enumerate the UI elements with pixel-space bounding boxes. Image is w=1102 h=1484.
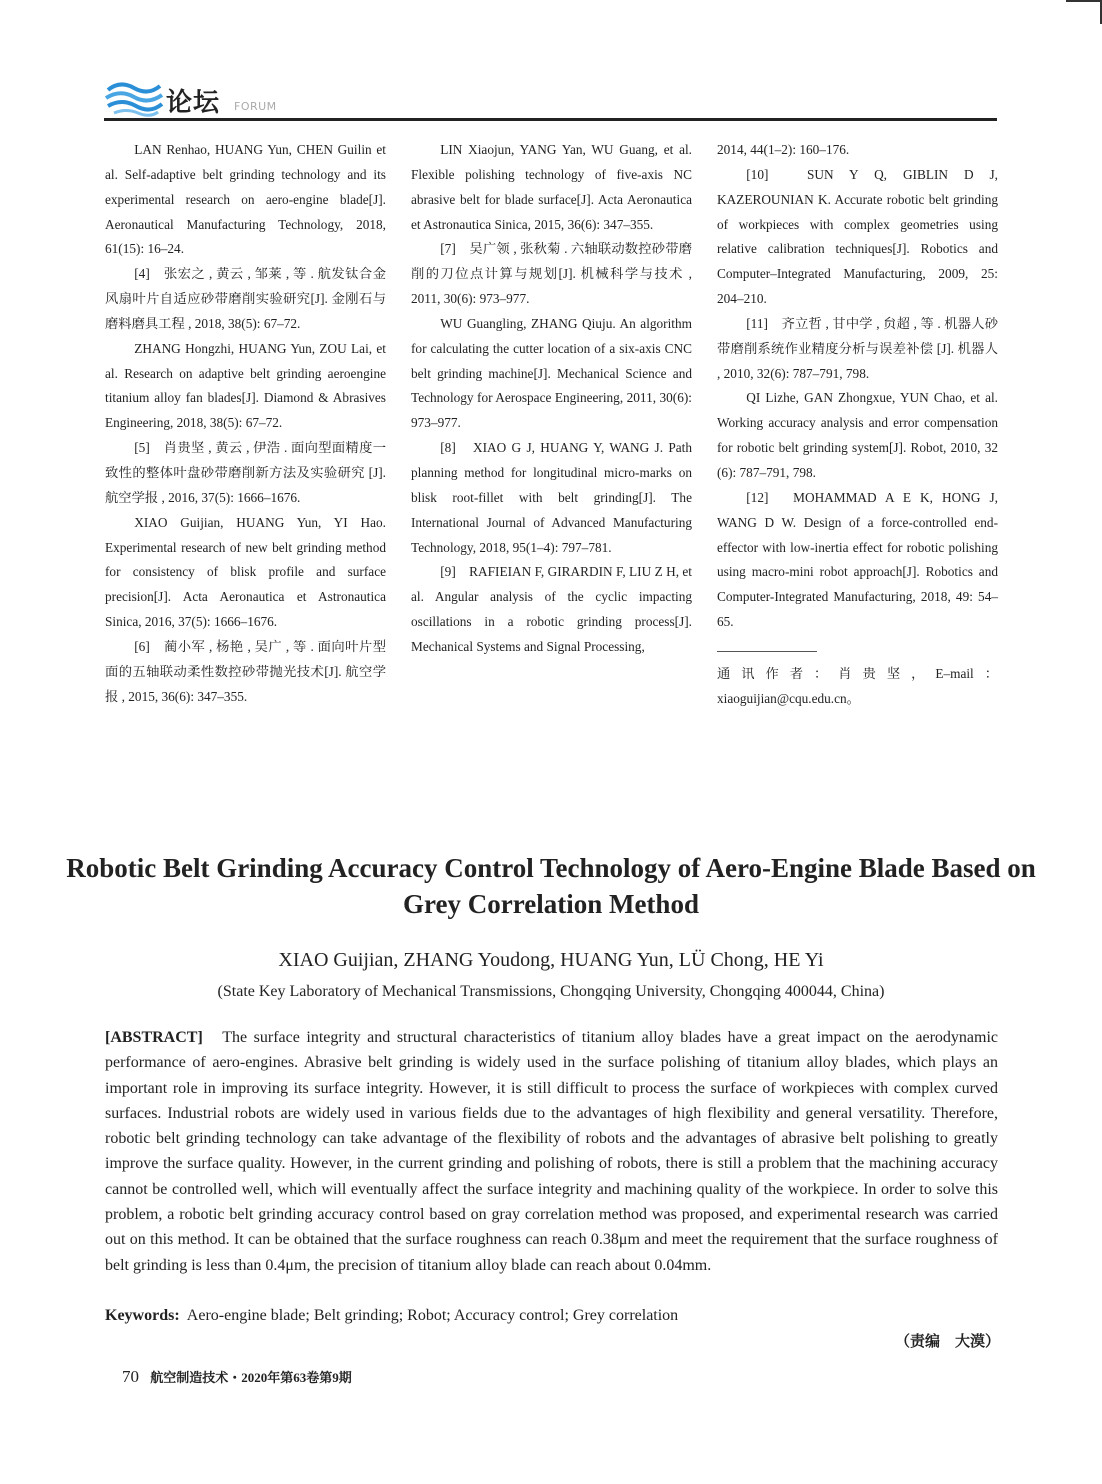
reference-entry: LIN Xiaojun, YANG Yan, WU Guang, et al. Flexible polishing technology of five-axis NC abrasive belt for blade surface[J]. Acta Aeronautica et Astronautica Sinica, 2015, 36(6): 347–355. bbox=[411, 142, 692, 232]
paper-authors: XIAO Guijian, ZHANG Youdong, HUANG Yun, LÜ Chong, HE Yi bbox=[278, 949, 824, 971]
reference-column-1 bbox=[105, 138, 386, 709]
abstract-label: [ABSTRACT] bbox=[105, 1029, 203, 1046]
reference-entry: 2014, 44(1–2): 160–176. bbox=[717, 142, 850, 157]
section-title: 论坛 bbox=[166, 88, 221, 118]
reference-entry: WU Guangling, ZHANG Qiuju. An algorithm for calculating the cutter location of a six-axis CNC belt grinding machine[J]. Mechanical Science and Technology for Aerospace Engineering, 2011, 30(6): 973–977. bbox=[411, 315, 692, 431]
reference-entry: ZHANG Hongzhi, HUANG Yun, ZOU Lai, et al. Research on adaptive belt grinding aeroengine titanium alloy fan blades[J]. Diamond & Abrasives Engineering, 2018, 38(5): 67–72. bbox=[105, 340, 386, 431]
reference-column-2 bbox=[411, 138, 692, 660]
section-subtitle: FORUM bbox=[234, 100, 277, 113]
reference-entry: [9] RAFIEIAN F, GIRARDIN F, LIU Z H, et al. Angular analysis of the cyclic impacting oscillations in a robotic grinding process[J]. Mechanical Systems and Signal Processing, bbox=[411, 564, 692, 654]
keywords bbox=[105, 1303, 998, 1328]
reference-column-3 bbox=[717, 138, 998, 712]
section-header bbox=[104, 78, 1004, 122]
reference-entry: [12] MOHAMMAD A E K, HONG J, WANG D W. Design of a force-controlled end-effector with low-inertia effect for robotic polishing using macro-mini robot approach[J]. Robotics and Computer-Integrated Manufacturing, 2018, 49: 54–65. bbox=[717, 489, 998, 630]
keywords-text: Aero-engine blade; Belt grinding; Robot; Accuracy control; Grey correlation bbox=[186, 1307, 679, 1324]
reference-entry: XIAO Guijian, HUANG Yun, YI Hao. Experimental research of new belt grinding method for consistency of blisk profile and surface precision[J]. Acta Aeronautica et Astronautica Sinica, 2016, 37(5): 1666–1676. bbox=[105, 514, 386, 630]
reference-entry: [11] 齐立哲 , 甘中学 , 贠超 , 等 . 机器人砂带磨削系统作业精度分析与误差补偿 [J]. 机器人 , 2010, 32(6): 787–791, 798. bbox=[717, 315, 998, 381]
paper-title: Robotic Belt Grinding Accuracy Control Technology of Aero-Engine Blade Based on Grey Correlation Method bbox=[66, 853, 1036, 919]
reference-entry: [7] 吴广领 , 张秋菊 . 六轴联动数控砂带磨削的刀位点计算与规划[J]. 机械科学与技术 , 2011, 30(6): 973–977. bbox=[411, 241, 692, 307]
page-footer bbox=[122, 1367, 352, 1387]
abstract-text: The surface integrity and structural characteristics of titanium alloy blades have a great impact on the aerodynamic performance of aero-engines. Abrasive belt grinding is widely used in the surface polishing of titanium alloy blades, which plays an important role in improving its surface integrity. However, it is still difficult to process the surface of workpieces with complex curved surfaces. Industrial robots are widely used in various fields due to the advantages of high flexibility and general versatility. Therefore, robotic belt grinding technology can take advantage of the flexibility of robots and the advantages of abrasive belt polishing to greatly improve the surface quality. However, in the current grinding and polishing of robots, there is still a problem that the machining accuracy cannot be controlled well, which will eventually affect the surface integrity and machining quality of the workpiece. In order to solve this problem, a robotic belt grinding accuracy control based on gray correlation method was proposed, and experimental research was carried out on this method. It can be obtained that the surface roughness can reach 0.38μm and meet the requirement that the surface roughness of belt grinding is less than 0.4μm, the precision of titanium alloy blade can reach about 0.04mm. bbox=[105, 1029, 999, 1274]
page-number: 70 bbox=[122, 1367, 139, 1386]
waves-logo-icon bbox=[104, 78, 164, 118]
reference-entry: LAN Renhao, HUANG Yun, CHEN Guilin et al. Self-adaptive belt grinding technology and its experimental research on aero-engine blade[J]. Aeronautical Manufacturing Technology, 2018, 61(15): 16–24. bbox=[105, 142, 386, 257]
reference-entry: [8] XIAO G J, HUANG Y, WANG J. Path planning method for longitudinal micro-marks on blisk root-fillet with belt grinding[J]. The International Journal of Advanced Manufacturing Technology, 2018, 95(1–4): 797–781. bbox=[411, 440, 692, 555]
keywords-label: Keywords: bbox=[105, 1307, 180, 1324]
paper-affiliation: (State Key Laboratory of Mechanical Transmissions, Chongqing University, Chongqing 400044, China) bbox=[217, 983, 885, 1000]
correspondence-note: 通讯作者：肖贵坚，E–mail：xiaoguijian@cqu.edu.cn。 bbox=[717, 665, 998, 706]
journal-info: 航空制造技术・2020年第63卷第9期 bbox=[150, 1370, 352, 1385]
abstract bbox=[105, 1025, 998, 1278]
reference-entry: [5] 肖贵坚 , 黄云 , 伊浩 . 面向型面精度一致性的整体叶盘砂带磨削新方法及实验研究 [J]. 航空学报 , 2016, 37(5): 1666–1676. bbox=[105, 440, 386, 505]
editor-note: （责编 大漠） bbox=[894, 1334, 1000, 1350]
reference-entry: [10] SUN Y Q, GIBLIN D J, KAZEROUNIAN K. Accurate robotic belt grinding of workpieces with complex geometries using relative calibration techniques[J]. Robotics and Computer–Integrated Manufacturing, 2009, 25: 204–210. bbox=[717, 166, 998, 307]
reference-entry: QI Lizhe, GAN Zhongxue, YUN Chao, et al. Working accuracy analysis and error compensation for robotic belt grinding system[J]. Robot, 2010, 32 (6): 787–791, 798. bbox=[717, 390, 998, 480]
corner-mark bbox=[1066, 0, 1102, 24]
header-rule bbox=[104, 118, 997, 121]
footnote-rule bbox=[717, 651, 817, 652]
reference-entry: [6] 蔺小军 , 杨艳 , 吴广 , 等 . 面向叶片型面的五轴联动柔性数控砂带抛光技术[J]. 航空学报 , 2015, 36(6): 347–355. bbox=[105, 638, 386, 704]
reference-entry: [4] 张宏之 , 黄云 , 邹莱 , 等 . 航发钛合金风扇叶片自适应砂带磨削实验研究[J]. 金刚石与磨料磨具工程 , 2018, 38(5): 67–72. bbox=[105, 266, 386, 331]
